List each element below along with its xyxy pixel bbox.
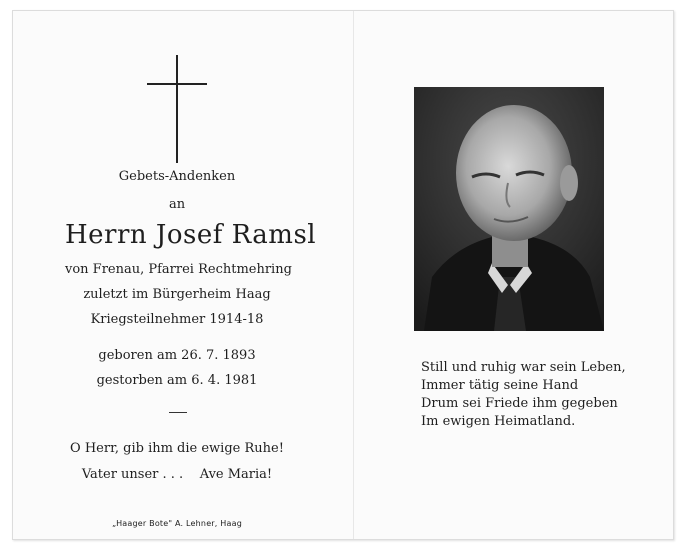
- card-heading: Gebets-Andenken: [118, 169, 236, 184]
- origin-line: von Frenau, Pfarrei Rechtmehring: [65, 262, 292, 277]
- card-fold: [353, 11, 354, 539]
- birth-date: geboren am 26. 7. 1893: [98, 348, 256, 363]
- memorial-card: [12, 10, 674, 540]
- veteran-line: Kriegsteilnehmer 1914-18: [90, 312, 264, 327]
- portrait-photo: [414, 87, 604, 331]
- memorial-poem: [421, 359, 626, 431]
- residence-line: zuletzt im Bürgerheim Haag: [83, 287, 271, 302]
- death-date: gestorben am 6. 4. 1981: [96, 373, 258, 388]
- poem-line: Drum sei Friede ihm gegeben: [421, 396, 618, 411]
- prayer-part-1: Vater unser . . .: [81, 467, 184, 482]
- cross-icon: [147, 55, 207, 163]
- prayer-line: O Herr, gib ihm die ewige Ruhe!: [70, 441, 284, 456]
- separator-dash: [169, 412, 187, 413]
- poem-line: Im ewigen Heimatland.: [421, 414, 576, 429]
- deceased-name: Herrn Josef Ramsl: [65, 220, 317, 250]
- poem-line: Still und ruhig war sein Leben,: [421, 360, 626, 375]
- prayer-line-2: [65, 467, 289, 482]
- dedication-word: an: [168, 197, 186, 212]
- printer-credit: „Haager Bote" A. Lehner, Haag: [112, 519, 242, 528]
- poem-line: Immer tätig seine Hand: [421, 378, 579, 393]
- prayer-part-2: Ave Maria!: [199, 467, 273, 482]
